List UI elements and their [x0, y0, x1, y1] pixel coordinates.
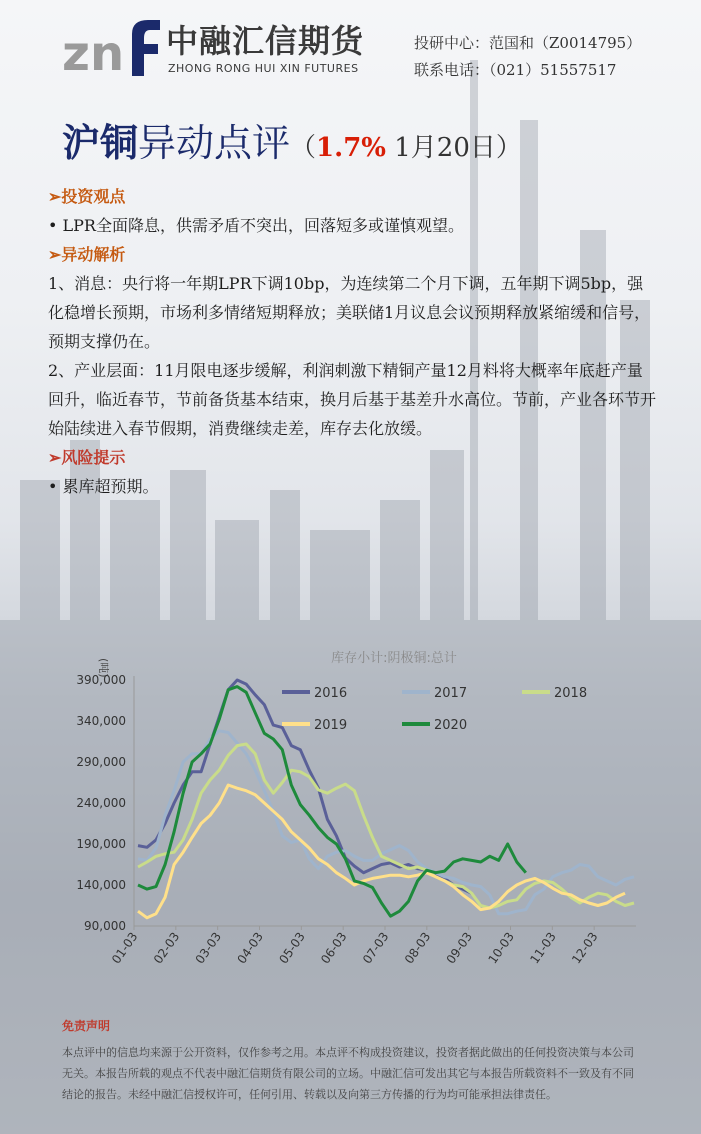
- svg-text:zn: zn: [62, 26, 125, 78]
- disclaimer-text: 本点评中的信息均来源于公开资料，仅作参考之用。本点评不构成投资建议，投资者据此做出的任何投资决策与本公司无关。本报告所载的观点不代表中融汇信期货有限公司的立场。中融汇信可发出其它与本报告所载资料不一致及有不同结论的报告。未经中融汇信授权许可，任何引用、转载以及向第三方传播的行为均可能承担法律责任。: [62, 1046, 634, 1101]
- series-line-2018: [138, 744, 634, 908]
- legend-label-2020: 2020: [434, 718, 468, 733]
- header: [0, 0, 701, 100]
- x-tick-label: 12-03: [569, 929, 601, 967]
- x-tick-label: 03-03: [192, 929, 225, 967]
- title-date: 1月20日）: [386, 133, 522, 163]
- legend-label-2016: 2016: [314, 686, 348, 701]
- x-tick-label: 02-03: [150, 929, 183, 967]
- section-analysis-p2: 2、产业层面：11月限电逐步缓解，利润刺激下精铜产量12月料将大概率年底赶产量回升，临近春节，节前备货基本结束，换月后基于基差升水高位。节前，产业各环节开始陆续进入春节假期，消费继续走差，库存去化放缓。: [48, 361, 657, 438]
- section-view-text: • LPR全面降息，供需矛盾不突出，回落短多或谨慎观望。: [48, 216, 464, 235]
- x-tick-label: 01-03: [108, 929, 141, 967]
- contact-phone: 联系电话：（021）51557517: [414, 61, 617, 79]
- section-view-heading: ➢投资观点: [48, 187, 126, 206]
- y-tick-label: 90,000: [84, 919, 126, 933]
- y-tick-label: 290,000: [76, 755, 126, 769]
- y-tick-label: 190,000: [76, 837, 126, 851]
- y-tick-label: 340,000: [76, 714, 126, 728]
- y-tick-label: 140,000: [76, 878, 126, 892]
- title-paren: （: [290, 133, 317, 163]
- disclaimer-title: 免责声明: [62, 1019, 111, 1033]
- contact-info: [414, 30, 641, 84]
- section-analysis-p1: 1、消息：央行将一年期LPR下调10bp，为连续第二个月下调，五年期下调5bp，强化稳增长预期，市场利多情绪短期释放；美联储1月议息会议预期释放紧缩缓和信号，预期支撑仍在。: [48, 274, 651, 351]
- x-tick-label: 09-03: [443, 929, 476, 967]
- inventory-chart-svg: [64, 640, 644, 980]
- company-name-cn: 中融汇信期货: [166, 22, 365, 60]
- company-logo-icon: [62, 14, 162, 78]
- chart-title: 库存小计:阴极铜:总计: [331, 651, 457, 666]
- company-name-en: ZHONG RONG HUI XIN FUTURES: [168, 62, 359, 75]
- inventory-chart: [64, 640, 644, 980]
- x-tick-label: 11-03: [527, 929, 559, 967]
- page-title: [62, 112, 522, 167]
- x-tick-label: 10-03: [485, 929, 517, 967]
- disclaimer: [62, 1017, 642, 1105]
- legend-label-2019: 2019: [314, 718, 348, 733]
- chart-ylabel: (吨): [97, 658, 110, 678]
- x-tick-label: 07-03: [359, 929, 392, 967]
- series-line-2016: [138, 680, 472, 893]
- x-tick-label: 05-03: [276, 929, 308, 967]
- legend-label-2017: 2017: [434, 686, 468, 701]
- section-risk-heading: ➢风险提示: [48, 448, 126, 467]
- x-tick-label: 04-03: [234, 929, 266, 967]
- contact-researcher: 投研中心：范国和（Z0014795）: [414, 34, 642, 52]
- report-body: [48, 182, 658, 501]
- section-analysis-heading: ➢异动解析: [48, 245, 126, 264]
- y-tick-label: 390,000: [76, 673, 126, 687]
- title-product: 沪铜: [62, 120, 139, 165]
- section-risk-text: • 累库超预期。: [48, 477, 159, 496]
- y-tick-label: 240,000: [76, 796, 126, 810]
- title-type: 异动点评: [138, 121, 291, 165]
- series-line-2019: [138, 785, 625, 918]
- x-tick-label: 06-03: [318, 929, 350, 967]
- x-tick-label: 08-03: [401, 929, 434, 967]
- legend-label-2018: 2018: [554, 686, 588, 701]
- title-change-pct: 1.7%: [316, 133, 386, 163]
